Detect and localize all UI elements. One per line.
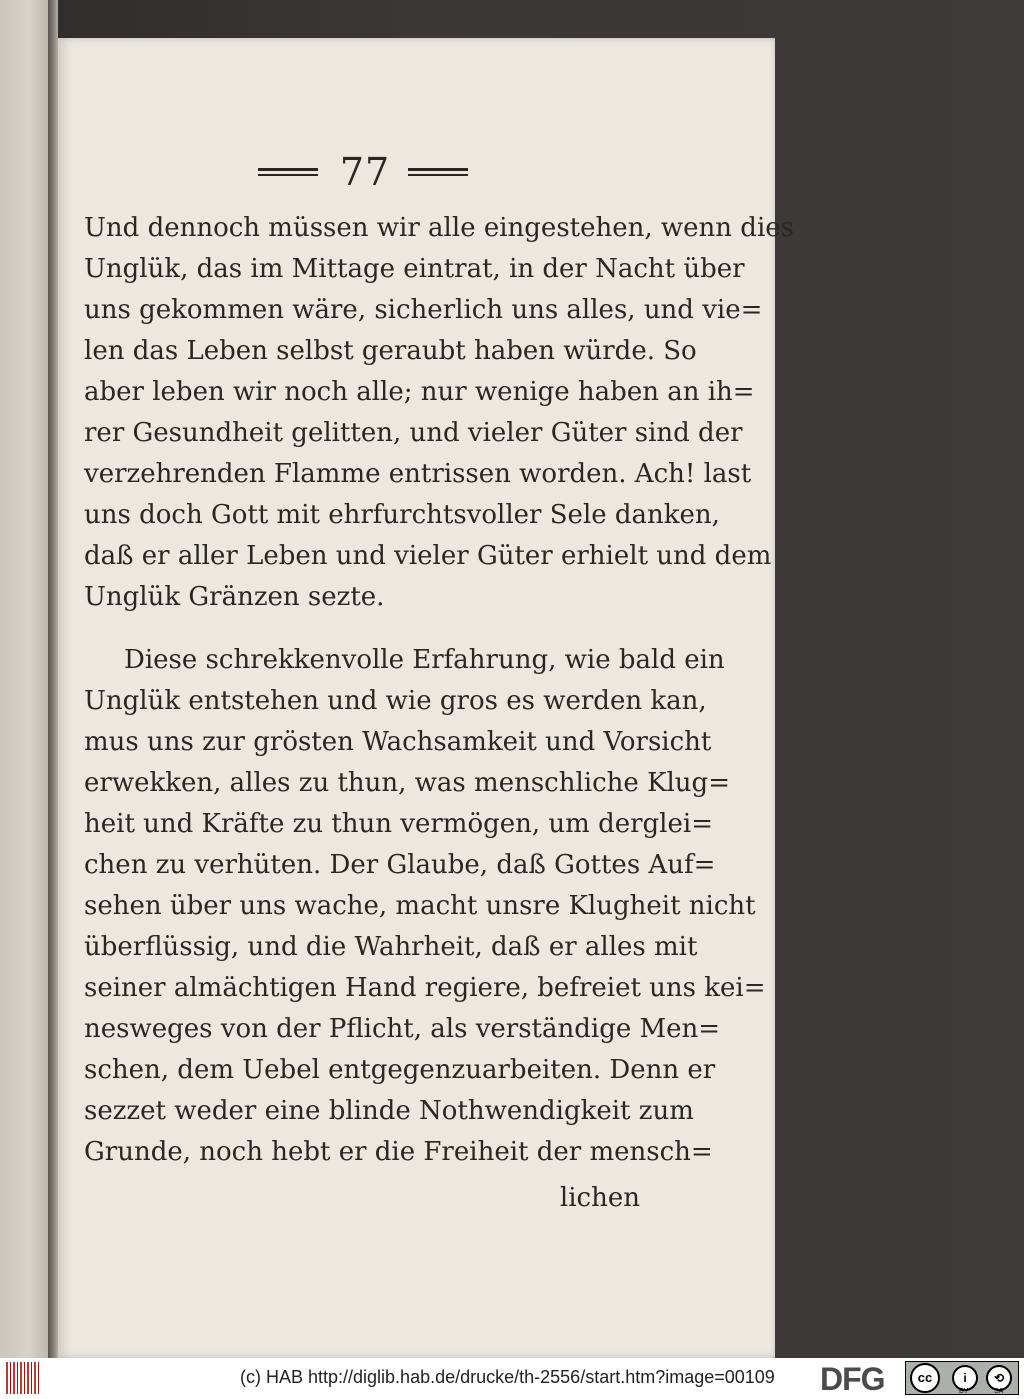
sa-label: SA bbox=[994, 1388, 1004, 1395]
text-line: verzehrenden Flamme entrissen worden. Ach! last bbox=[84, 459, 752, 489]
book-gutter bbox=[48, 0, 58, 1358]
text-line: Unglük, das im Mittage eintrat, in der Nacht über bbox=[84, 254, 745, 284]
catchword: lichen bbox=[559, 1183, 640, 1213]
text-line: Unglük Gränzen sezte. bbox=[84, 582, 385, 612]
text-line: uns gekommen wäre, sicherlich uns alles, und vie= bbox=[84, 295, 763, 325]
cc-icon: cc bbox=[910, 1363, 940, 1393]
text-line: Diese schrekkenvolle Erfahrung, wie bald ein bbox=[124, 645, 725, 675]
text-line: aber leben wir noch alle; nur wenige haben an ih= bbox=[84, 377, 755, 407]
by-label: BY bbox=[959, 1388, 969, 1395]
text-line: daß er aller Leben und vieler Güter erhielt und dem bbox=[84, 541, 772, 571]
text-line: Und dennoch müssen wir alle eingestehen, wenn dies bbox=[84, 213, 794, 243]
text-line: mus uns zur grösten Wachsamkeit und Vorsicht bbox=[84, 727, 712, 757]
text-line: heit und Kräfte zu thun vermögen, um derglei= bbox=[84, 809, 713, 839]
dfg-logo: DFG bbox=[820, 1361, 885, 1397]
attribution-icon: i bbox=[952, 1365, 978, 1391]
copyright-link[interactable]: (c) HAB http://diglib.hab.de/drucke/th-2556/start.htm?image=00109 bbox=[240, 1367, 775, 1387]
text-line: überflüssig, und die Wahrheit, daß er alles mit bbox=[84, 932, 698, 962]
footer-bar bbox=[0, 1358, 1024, 1399]
text-line: chen zu verhüten. Der Glaube, daß Gottes Auf= bbox=[84, 850, 716, 880]
facing-page-edge bbox=[0, 0, 48, 1358]
page-number: 77 bbox=[339, 150, 391, 194]
header-rule-left bbox=[258, 168, 318, 178]
text-line: nesweges von der Pflicht, als verständige Men= bbox=[84, 1014, 721, 1044]
cc-license-badge[interactable] bbox=[905, 1361, 1019, 1395]
text-line: uns doch Gott mit ehrfurchtsvoller Sele danken, bbox=[84, 500, 720, 530]
text-line: Unglük entstehen und wie gros es werden kan, bbox=[84, 686, 707, 716]
text-line: sehen über uns wache, macht unsre Klugheit nicht bbox=[84, 891, 756, 921]
text-line: Grunde, noch hebt er die Freiheit der mensch= bbox=[84, 1137, 713, 1167]
text-line: sezzet weder eine blinde Nothwendigkeit zum bbox=[84, 1096, 694, 1126]
library-barcode-icon bbox=[6, 1362, 40, 1394]
text-line: rer Gesundheit gelitten, und vieler Güter sind der bbox=[84, 418, 743, 448]
text-line: erwekken, alles zu thun, was menschliche Klug= bbox=[84, 768, 730, 798]
text-line: len das Leben selbst geraubt haben würde. So bbox=[84, 336, 697, 366]
share-alike-icon: ⟲ bbox=[986, 1365, 1012, 1391]
text-line: schen, dem Uebel entgegenzuarbeiten. Denn er bbox=[84, 1055, 716, 1085]
text-line: seiner almächtigen Hand regiere, befreiet uns kei= bbox=[84, 973, 766, 1003]
header-rule-right bbox=[408, 168, 468, 178]
